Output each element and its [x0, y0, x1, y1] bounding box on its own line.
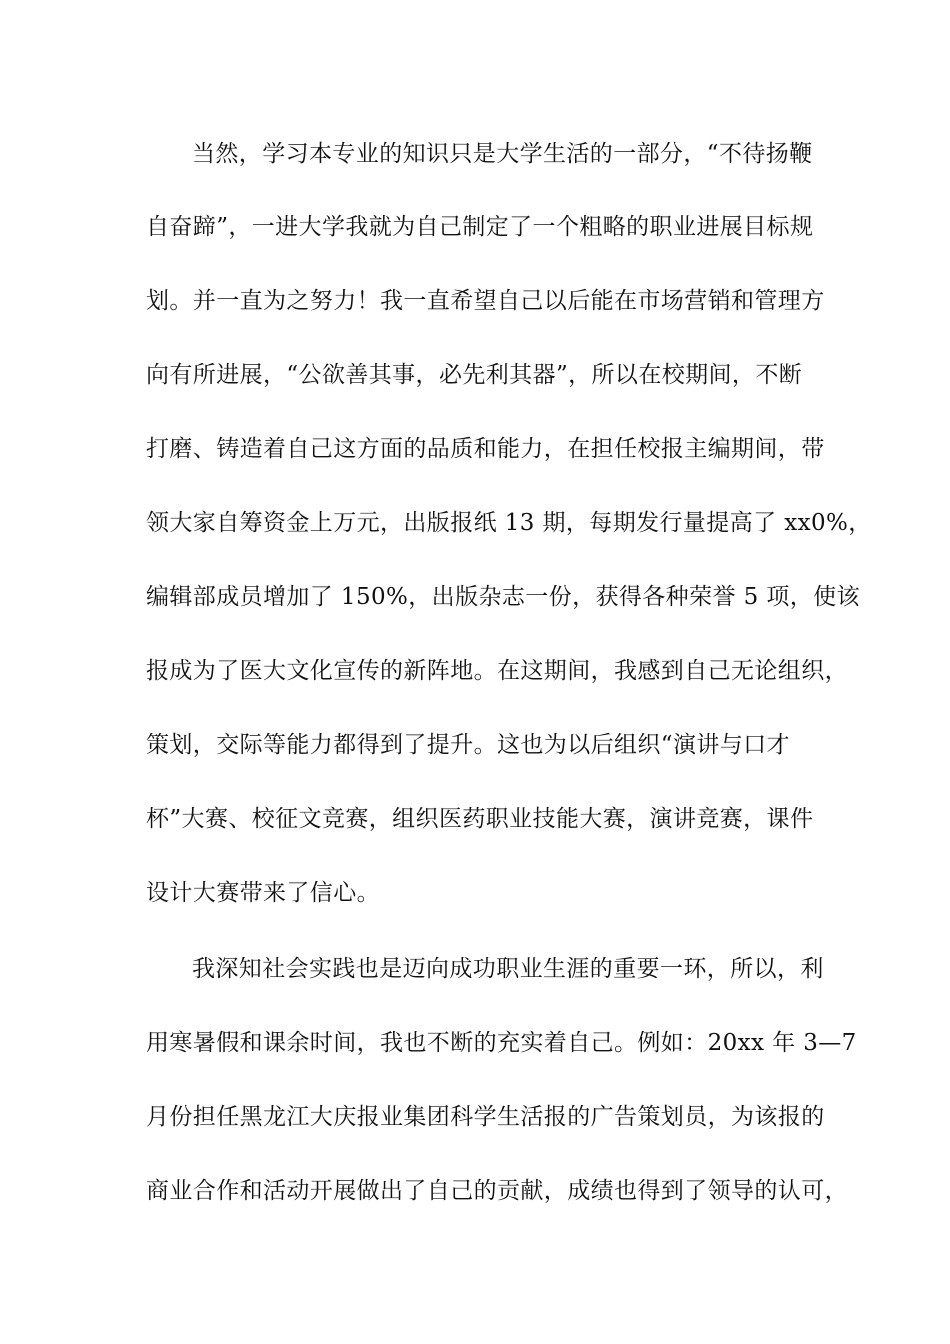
paragraph-1-line-8: 报成为了医大文化宣传的新阵地。在这期间，我感到自己无论组织，: [146, 658, 848, 684]
paragraph-1-line-4: 向有所进展，“公欲善其事，必先利其器”，所以在校期间，不断: [146, 362, 803, 388]
paragraph-1-line-2: 自奋蹄”，一进大学我就为自己制定了一个粗略的职业进展目标规: [146, 214, 814, 240]
paragraph-1-line-6: 领大家自筹资金上万元，出版报纸 13 期，每期发行量提高了 xx0%，: [146, 510, 872, 536]
paragraph-1-line-11: 设计大赛带来了信心。: [146, 880, 380, 906]
paragraph-1-line-3: 划。并一直为之努力！我一直希望自己以后能在市场营销和管理方: [146, 288, 825, 314]
paragraph-2-line-2: 用寒暑假和课余时间，我也不断的充实着自己。例如：20xx 年 3—7: [146, 1030, 857, 1056]
paragraph-2-line-1: 我深知社会实践也是迈向成功职业生涯的重要一环，所以，利: [192, 956, 824, 982]
paragraph-2-line-3: 月份担任黑龙江大庆报业集团科学生活报的广告策划员，为该报的: [146, 1104, 825, 1130]
paragraph-1-line-5: 打磨、铸造着自己这方面的品质和能力，在担任校报主编期间，带: [146, 436, 825, 462]
paragraph-1-line-7: 编辑部成员增加了 150%，出版杂志一份，获得各种荣誉 5 项，使该: [146, 584, 860, 610]
paragraph-1-line-9: 策划，交际等能力都得到了提升。这也为以后组织“演讲与口才: [146, 732, 790, 758]
paragraph-2-line-4: 商业合作和活动开展做出了自己的贡献，成绩也得到了领导的认可，: [146, 1178, 848, 1204]
paragraph-1-line-1: 当然，学习本专业的知识只是大学生活的一部分，“不待扬鞭: [192, 141, 813, 167]
paragraph-1-line-10: 杯”大赛、校征文竞赛，组织医药职业技能大赛，演讲竞赛，课件: [146, 806, 814, 832]
